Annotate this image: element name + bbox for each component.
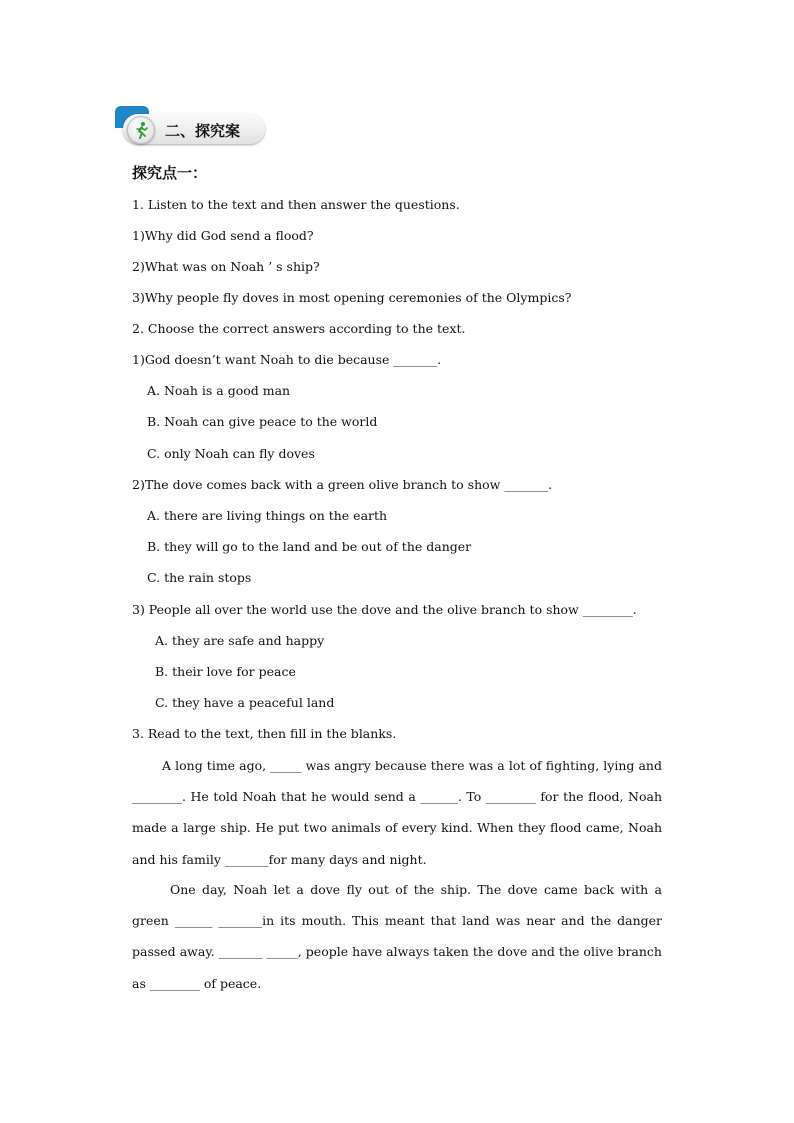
q2-2-option-a: A. there are living things on the earth [147, 508, 388, 523]
q2-instruction: 2. Choose the correct answers according to the text. [132, 321, 466, 336]
q3-paragraph-2: One day, Noah let a dove fly out of the ship. The dove came back with a green ______ _______in its mouth. This meant that land was near and the danger passed away. _______ _____, people have always taken the dove and the olive branch as ________ of peace. [132, 882, 662, 991]
q2-3-option-b: B. their love for peace [155, 664, 296, 679]
q1-item-2: 2)What was on Noah ’ s ship? [132, 259, 320, 274]
sub-heading: 探究点一： [132, 164, 208, 182]
section-header [115, 106, 267, 148]
q3-instruction: 3. Read to the text, then fill in the blanks. [132, 726, 397, 741]
q2-stem-2: 2)The dove comes back with a green olive branch to show _______. [132, 477, 553, 492]
q2-3-option-a: A. they are safe and happy [155, 633, 325, 648]
q2-2-option-c: C. the rain stops [147, 570, 252, 585]
q2-3-option-c: C. they have a peaceful land [155, 695, 335, 710]
q2-1-option-c: C. only Noah can fly doves [147, 446, 315, 461]
q2-1-option-b: B. Noah can give peace to the world [147, 414, 378, 429]
q1-item-3: 3)Why people fly doves in most opening ceremonies of the Olympics? [132, 290, 572, 305]
q3-paragraph-1: A long time ago, _____ was angry because there was a lot of fighting, lying and ________. He told Noah that he would send a ______. To ________ for the flood, Noah made a large ship. He put two animals of every kind. When they flood came, Noah and his family _______for many days and night. [132, 758, 662, 867]
q2-2-option-b: B. they will go to the land and be out of the danger [147, 539, 472, 554]
q2-stem-3: 3) People all over the world use the dove and the olive branch to show ________. [132, 602, 637, 617]
q2-stem-1: 1)God doesn’t want Noah to die because _______. [132, 352, 442, 367]
q1-item-1: 1)Why did God send a flood? [132, 228, 314, 243]
section-title: 二、探究案 [165, 122, 241, 140]
running-figure-icon [127, 116, 155, 144]
q1-instruction: 1. Listen to the text and then answer the questions. [132, 197, 460, 212]
q2-1-option-a: A. Noah is a good man [147, 383, 291, 398]
